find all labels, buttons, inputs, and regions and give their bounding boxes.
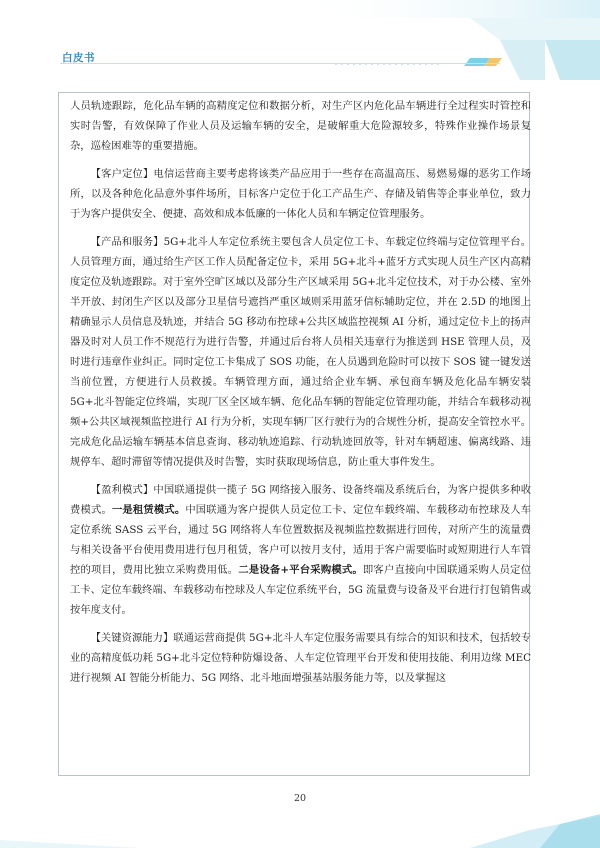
profit-model-purchase-heading: 二是设备+平台采购模式。 <box>238 564 363 576</box>
header-rule <box>60 63 500 64</box>
header-decoration <box>0 0 600 80</box>
profit-model-rental-heading: 一是租赁模式。 <box>111 504 186 516</box>
paragraph-products-services: 【产品和服务】5G+北斗人车定位系统主要包含人员定位工卡、车载定位终端与定位管理平台。人员管理方面，通过给生产区工作人员配备定位卡，采用 5G+北斗+蓝牙方式实现人员生产区内高精度定位及轨迹跟踪。对于室外空旷区域以及部分生产区域采用 5G+北斗定位技术，对于办公楼、室外半开放、封闭生产区以及部分卫星信号遮挡严重区域则采用蓝牙信标辅助定位，并在 2.5D 的地图上精确显示人员信息及轨迹，并结合 5G 移动布控球+公共区域监控视频 AI 分析，通过定位卡上的扬声器及时对人员工作不规范行为进行告警，并通过后台将人员相关违章行为推送到 HSE 管理人员，及时进行违章作业纠正。同时定位工卡集成了 SOS 功能，在人员遇到危险时可以按下 SOS 键一键发送当前位置，方便进行人员救援。车辆管理方面，通过给企业车辆、承包商车辆及危化品车辆安装 5G+北斗智能定位终端，实现厂区全区域车辆、危化品车辆的智能定位管理功能，并结合车载移动视频+公共区域视频监控进行 AI 行为分析，实现车辆厂区行驶行为的合规性分析，提高安全管控水平。完成危化品运输车辆基本信息查询、移动轨迹追踪、行动轨迹回放等，针对车辆超速、偏离线路、违规停车、超时滞留等情况提供及时告警，实时获取现场信息，防止重大事件发生。 <box>70 236 531 468</box>
paragraph-profit-model <box>70 480 531 620</box>
page-number: 20 <box>293 793 307 804</box>
profit-model-rental-text: 中国联通为客户提供人员定位工卡、定位车载终端、车载移动布控球及人车定位系统 SASS 云平台，通过 5G 网络将人车位置数据及视频监控数据进行回传，对所产生的流量费与相关设备平台使用费用进行包月租赁，客户可以按月支付，适用于客户需要临时或短期进行人车管控的项目，费用比独立采购费用低。 <box>70 504 532 576</box>
profit-model-purchase-text: 即客户直接向中国联通采购人员定位工卡、定位车载终端、车载移动布控球及人车定位系统平台，5G 流量费与设备及平台进行打包销售或按年度支付。 <box>70 564 532 616</box>
document-body <box>70 96 531 696</box>
header-label: 白皮书 <box>62 52 95 64</box>
paragraph-key-resources: 【关键资源能力】联通运营商提供 5G+北斗人车定位服务需要具有综合的知识和技术，包括较专业的高精度低功耗 5G+北斗定位特种防爆设备、人车定位管理平台开发和使用技能、利用边缘 MEC 进行视频 AI 智能分析能力、5G 网络、北斗地面增强基站服务能力等，以及掌握这 <box>70 632 531 684</box>
footer-decoration <box>0 810 600 848</box>
paragraph-customer-positioning: 【客户定位】电信运营商主要考虑将该类产品应用于一些存在高温高压、易燃易爆的恶劣工作场所，以及各种危化品意外事件场所，目标客户定位于化工产品生产、存储及销售等企事业单位，致力于为客户提供安全、便捷、高效和成本低廉的一体化人员和车辆定位管理服务。 <box>70 168 531 220</box>
paragraph-continuation: 人员轨迹跟踪，危化品车辆的高精度定位和数据分析，对生产区内危化品车辆进行全过程实时管控和实时告警，有效保障了作业人员及运输车辆的安全，是破解重大危险源较多，特殊作业操作场景复杂，巡检困难等的重要措施。 <box>70 100 531 152</box>
page-header <box>0 0 600 80</box>
profit-model-intro: 【盈利模式】中国联通提供一揽子 5G 网络接入服务、设备终端及系统后台，为客户提供多种收费模式。 <box>70 484 531 516</box>
